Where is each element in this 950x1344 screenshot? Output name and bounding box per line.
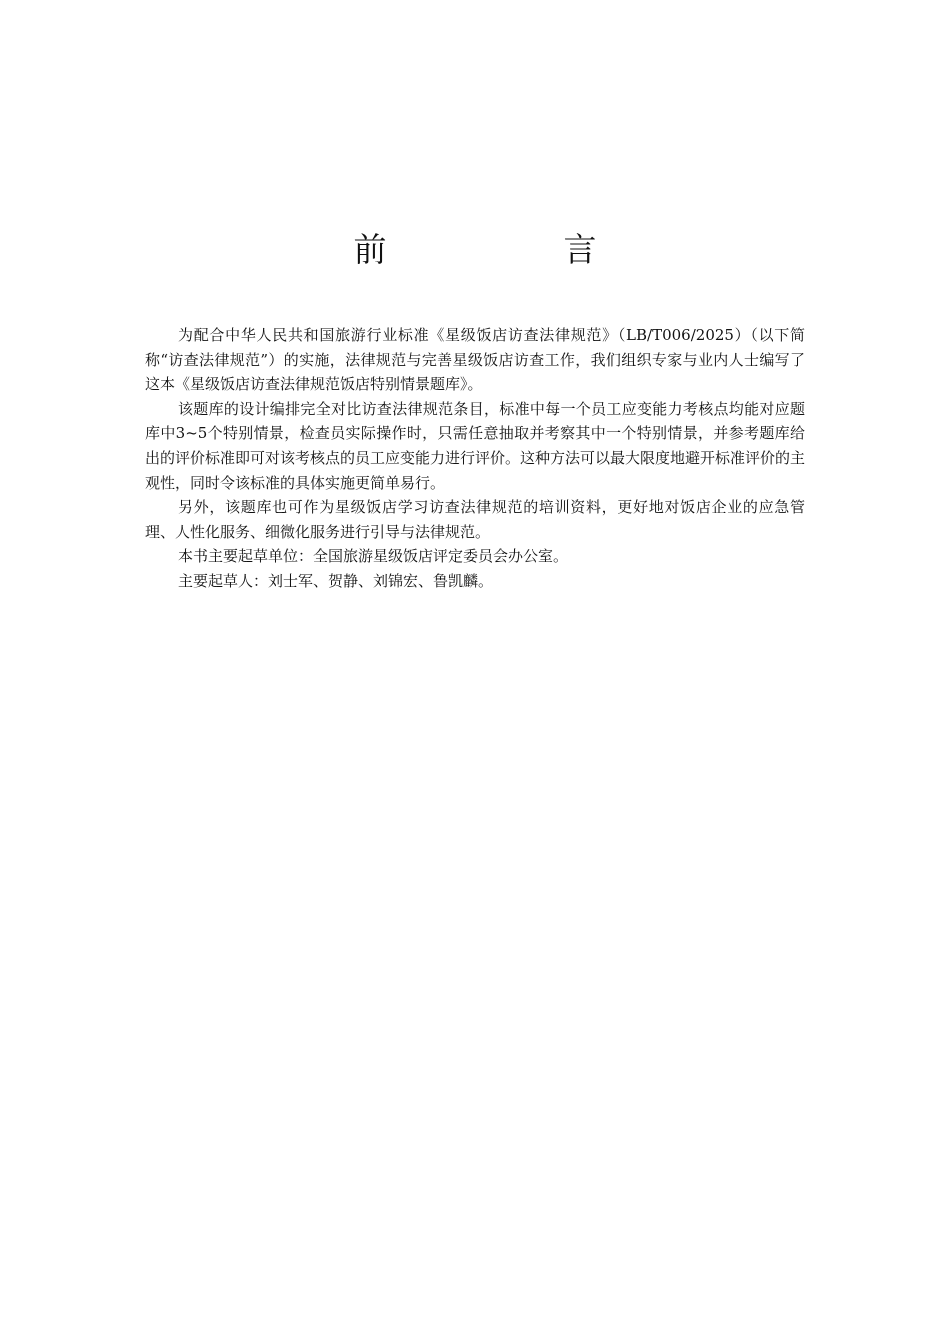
paragraph-drafters: 主要起草人：刘士军、贺静、刘锦宏、鲁凯麟。 <box>178 571 494 590</box>
paragraph-design: 该题库的设计编排完全对比访查法律规范条目，标准中每一个员工应变能力考核点均能对应题库中3~5个特别情景，检查员实际操作时，只需任意抽取并考察其中一个特别情景，并参考题库给出的评价标准即可对该考核点的员工应变能力进行评价。这种方法可以最大限度地避开标准评价的主观性，同时令该标准的具体实施更简单易行。 <box>145 399 806 492</box>
page-title: 前 言 <box>353 230 669 269</box>
preface-body <box>145 323 805 594</box>
paragraph-intro: 为配合中华人民共和国旅游行业标准《星级饭店访查法律规范》（LB/T006/2025）（以下简称“访查法律规范”）的实施，法律规范与完善星级饭店访查工作，我们组织专家与业内人士编写了这本《星级饭店访查法律规范饭店特别情景题库》。 <box>145 326 805 394</box>
paragraph-drafting-unit: 本书主要起草单位：全国旅游星级饭店评定委员会办公室。 <box>178 547 569 566</box>
paragraph-training: 另外，该题库也可作为星级饭店学习访查法律规范的培训资料，更好地对饭店企业的应急管理、人性化服务、细微化服务进行引导与法律规范。 <box>145 498 805 541</box>
